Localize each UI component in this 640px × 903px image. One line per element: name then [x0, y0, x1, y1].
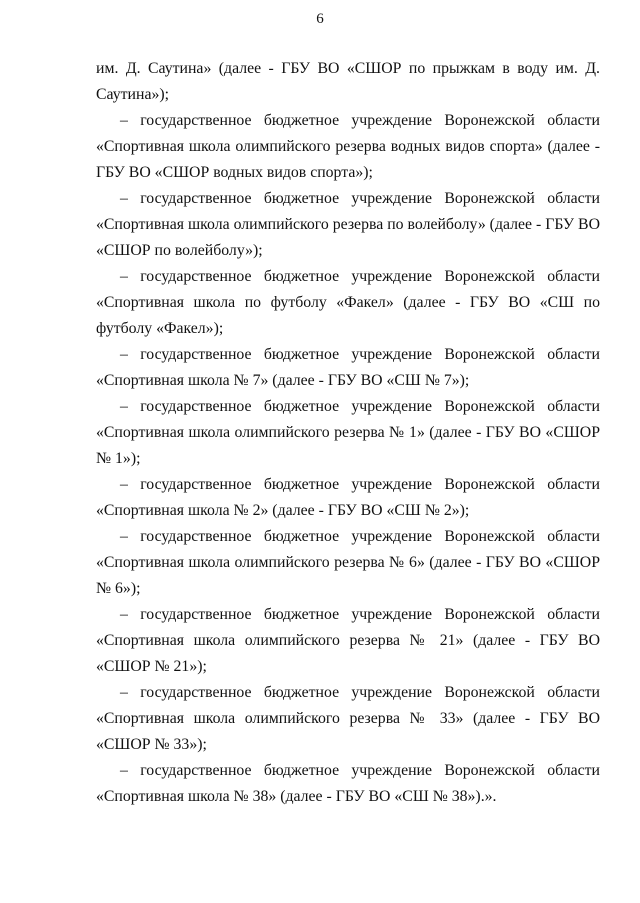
list-item: – государственное бюджетное учреждение Воронежской области «Спортивная школа олимпийского резерва № 1» (далее - ГБУ ВО «СШОР № 1»);: [96, 398, 600, 467]
page-number: 6: [316, 11, 324, 27]
list-item: – государственное бюджетное учреждение Воронежской области «Спортивная школа олимпийского резерва по волейболу» (далее - ГБУ ВО «СШОР по волейболу»);: [96, 190, 600, 259]
list-item: – государственное бюджетное учреждение Воронежской области «Спортивная школа № 38» (далее - ГБУ ВО «СШ № 38»).».: [96, 762, 600, 805]
paragraph-continuation: им. Д. Саутина» (далее - ГБУ ВО «СШОР по прыжкам в воду им. Д. Саутина»);: [96, 60, 600, 103]
list-item: – государственное бюджетное учреждение Воронежской области «Спортивная школа олимпийского резерва № 21» (далее - ГБУ ВО «СШОР № 21»);: [96, 606, 600, 675]
list-item: – государственное бюджетное учреждение Воронежской области «Спортивная школа олимпийского резерва № 33» (далее - ГБУ ВО «СШОР № 33»);: [96, 684, 600, 753]
list-item: – государственное бюджетное учреждение Воронежской области «Спортивная школа олимпийского резерва № 6» (далее - ГБУ ВО «СШОР № 6»);: [96, 528, 600, 597]
document-body: [96, 56, 600, 810]
list-item: – государственное бюджетное учреждение Воронежской области «Спортивная школа № 7» (далее - ГБУ ВО «СШ № 7»);: [96, 346, 600, 389]
list-item: – государственное бюджетное учреждение Воронежской области «Спортивная школа олимпийского резерва водных видов спорта» (далее - ГБУ ВО «СШОР водных видов спорта»);: [96, 112, 600, 181]
list-item: – государственное бюджетное учреждение Воронежской области «Спортивная школа по футболу «Факел» (далее - ГБУ ВО «СШ по футболу «Факел»);: [96, 268, 600, 337]
list-item: – государственное бюджетное учреждение Воронежской области «Спортивная школа № 2» (далее - ГБУ ВО «СШ № 2»);: [96, 476, 600, 519]
